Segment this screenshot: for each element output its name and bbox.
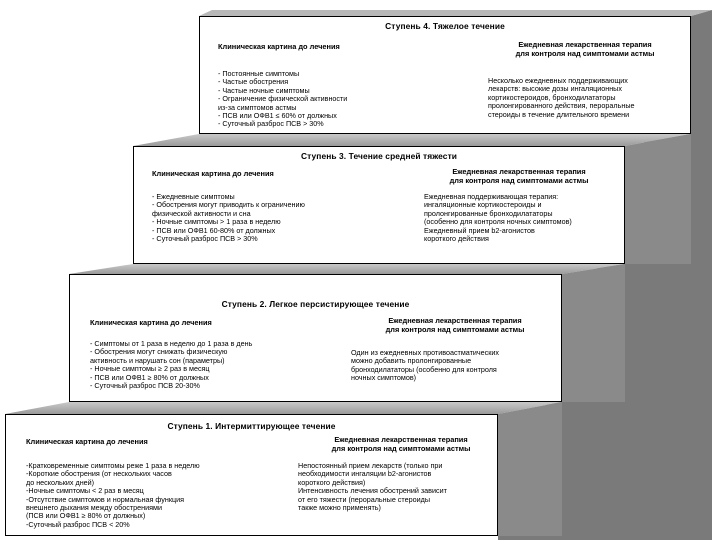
step-1-therapy-heading: Ежедневная лекарственная терапия для контроля над симптомами астмы (331, 435, 471, 453)
list-item: активность и нарушать сон (параметры) (90, 355, 225, 365)
list-item: - Обострения могут снижать физическую (90, 347, 228, 357)
list-item: - Симптомы от 1 раза в неделю до 1 раза в день (90, 339, 253, 348)
step-3-therapy-text: Ежедневная поддерживающая терапия: ингаляционные кортикостероиды и пролонгированные бронходилататоры (особенно для контроля ночных симптомов) Ежедневный прием b2-агонистов короткого действия (424, 192, 572, 244)
list-item: -Ночные симптомы < 2 раз в месяц (26, 486, 144, 496)
step-2-side (498, 402, 562, 536)
step-4-clinical-heading: Клиническая картина до лечения (218, 42, 340, 51)
list-item: из-за симптомов астмы (218, 102, 297, 112)
step-4-title: Ступень 4. Тяжелое течение (385, 21, 505, 31)
list-item: - ПСВ или ОФВ1 60-80% от должных (152, 225, 276, 235)
list-item: -Отсутствие симптомов и нормальная функция (26, 494, 184, 504)
list-item: - Суточный разброс ПСВ 20-30% (90, 381, 200, 391)
step-1-symptom-list (26, 462, 200, 529)
step-2-therapy-text: Один из ежедневных противоастматических можно добавить пролонгированные бронходилататоры (особенно для контроля ночных симптомов) (351, 348, 500, 383)
step-4-therapy-text: Несколько ежедневных поддерживающих лекарств: высокие дозы ингаляционных кортикостероидов, бронходилататоры пролонгированного действия, пероральные стероиды в течение длительного времени (488, 76, 635, 119)
list-item: -Суточный разброс ПСВ < 20% (26, 519, 130, 529)
step-4-card (199, 16, 691, 134)
step-3-tread (69, 264, 625, 274)
list-item: - Ночные симптомы > 1 раза в неделю (152, 217, 281, 227)
list-item: - Частые ночные симптомы (218, 85, 310, 95)
list-item: - Обострения могут приводить к ограничению (152, 200, 305, 210)
step-2-symptom-list (90, 340, 252, 390)
list-item: -Кратковременные симптомы реже 1 раза в неделю (26, 461, 200, 470)
step-4-therapy-heading: Ежедневная лекарственная терапия для контроля над симптомами астмы (515, 40, 655, 58)
list-item: физической активности и сна (152, 208, 251, 218)
list-item: внешнего дыхания между обострениями (26, 503, 162, 513)
step-1-card (5, 414, 498, 536)
step-1-clinical-heading: Клиническая картина до лечения (26, 437, 148, 446)
list-item: - Частые обострения (218, 77, 289, 87)
list-item: (ПСВ или ОФВ1 ≥ 80% от должных) (26, 511, 146, 521)
list-item: - Ночные симптомы ≥ 2 раз в месяц (90, 364, 210, 374)
step-2-therapy-heading: Ежедневная лекарственная терапия для контроля над симптомами астмы (385, 316, 525, 334)
list-item: - ПСВ или ОФВ1 ≤ 60% от должных (218, 111, 337, 121)
list-item: - Суточный разброс ПСВ > 30% (218, 119, 324, 129)
step-4-symptom-list (218, 70, 347, 129)
step-4-side (625, 134, 691, 264)
step-2-clinical-heading: Клиническая картина до лечения (90, 318, 212, 327)
list-item: - ПСВ или ОФВ1 ≥ 80% от должных (90, 372, 209, 382)
step-3-therapy-heading: Ежедневная лекарственная терапия для контроля над симптомами астмы (449, 167, 589, 185)
step-4-tread (133, 134, 691, 146)
step-3-side (562, 264, 625, 402)
step-3-clinical-heading: Клиническая картина до лечения (152, 169, 274, 178)
list-item: - Суточный разброс ПСВ > 30% (152, 234, 258, 244)
list-item: - Ограничение физической активности (218, 94, 348, 104)
step-3-title: Ступень 3. Течение средней тяжести (300, 151, 458, 161)
list-item: до нескольких дней) (26, 477, 95, 487)
step-2-title: Ступень 2. Легкое персистирующее течение (221, 299, 410, 309)
list-item: - Ежедневные симптомы (152, 192, 235, 201)
step-3-symptom-list (152, 193, 305, 243)
list-item: - Постоянные симптомы (218, 69, 300, 78)
step-1-therapy-text: Непостоянный прием лекарств (только при необходимости ингаляции b2-агонистов короткого действия) Интенсивность лечения обострений зависит от его тяжести (пероральные стероиды также можно применять) (298, 461, 447, 513)
step-1-title: Ступень 1. Интермиттирующее течение (167, 421, 336, 431)
list-item: -Короткие обострения (от нескольких часов (26, 469, 172, 479)
step-2-tread (5, 402, 562, 414)
step-2-card (69, 274, 562, 402)
step-3-card (133, 146, 625, 264)
